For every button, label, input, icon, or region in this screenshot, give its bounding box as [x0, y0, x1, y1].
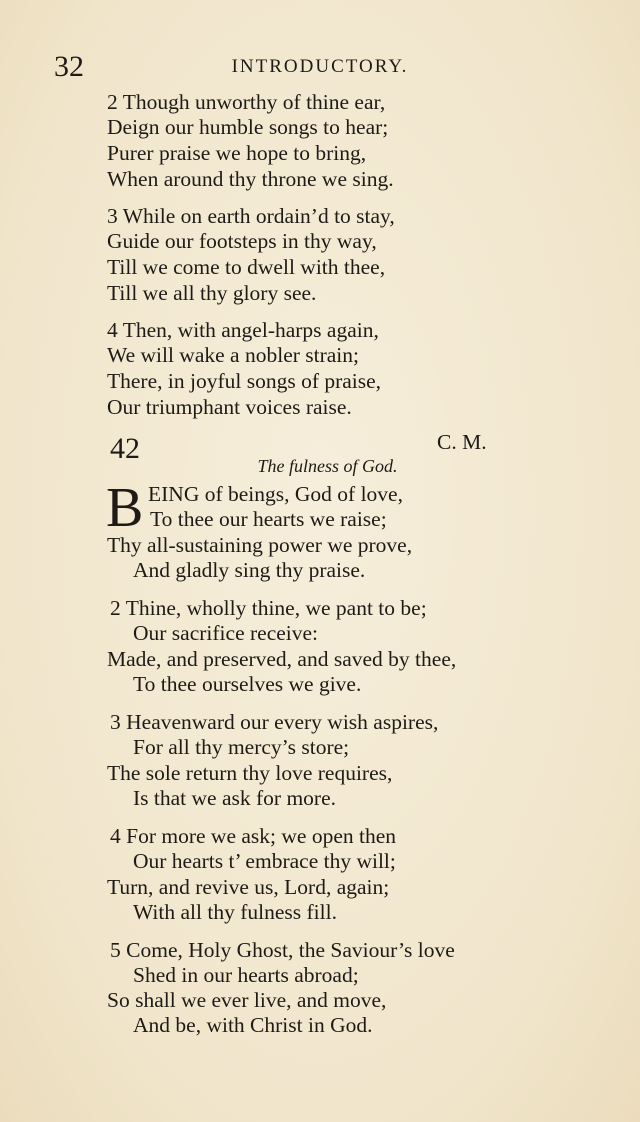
verse-line: 3 Heavenward our every wish aspires,	[110, 710, 439, 734]
verse-line: Shed in our hearts abroad;	[133, 963, 359, 987]
verse-line: With all thy fulness fill.	[133, 900, 337, 924]
verse-line: To thee our hearts we raise;	[150, 507, 387, 531]
verse-line: Is that we ask for more.	[133, 786, 336, 810]
verse-line: 2 Though unworthy of thine ear,	[107, 90, 386, 114]
verse-line: To thee ourselves we give.	[133, 672, 362, 696]
verse-line: EING of beings, God of love,	[148, 482, 403, 506]
verse-line: The sole return thy love requires,	[107, 761, 393, 785]
verse-line: So shall we ever live, and move,	[107, 988, 387, 1012]
verse-line: Guide our footsteps in thy way,	[107, 229, 377, 253]
verse-line: Turn, and revive us, Lord, again;	[107, 875, 390, 899]
hymn-meter: C. M.	[437, 430, 487, 454]
verse-line: And gladly sing thy praise.	[133, 558, 366, 582]
verse-line: Our hearts t’ embrace thy will;	[133, 849, 396, 873]
page-number: 32	[54, 50, 84, 83]
verse-line: And be, with Christ in God.	[133, 1013, 373, 1037]
verse-line: When around thy throne we sing.	[107, 167, 394, 191]
verse-line: 2 Thine, wholly thine, we pant to be;	[110, 596, 427, 620]
verse-line: 4 For more we ask; we open then	[110, 824, 396, 848]
hymn-number: 42	[110, 432, 140, 465]
verse-line: 5 Come, Holy Ghost, the Saviour’s love	[110, 938, 455, 962]
verse-line: Made, and preserved, and saved by thee,	[107, 647, 457, 671]
hymn-subtitle: The fulness of God.	[257, 456, 398, 476]
verse-line: Till we all thy glory see.	[107, 281, 317, 305]
verse-line: Deign our humble songs to hear;	[107, 115, 389, 139]
verse-line: Till we come to dwell with thee,	[107, 255, 386, 279]
verse-line: For all thy mercy’s store;	[133, 735, 350, 759]
verse-line: 3 While on earth ordain’d to stay,	[107, 204, 395, 228]
running-title: INTRODUCTORY.	[231, 56, 409, 77]
verse-line: Our sacrifice receive:	[133, 621, 319, 645]
verse-line: Our triumphant voices raise.	[107, 395, 352, 419]
verse-line: We will wake a nobler strain;	[107, 343, 360, 367]
verse-line: Thy all-sustaining power we prove,	[107, 533, 413, 557]
verse-line: Purer praise we hope to bring,	[107, 141, 367, 165]
page-header	[0, 50, 640, 84]
verse-line: There, in joyful songs of praise,	[107, 369, 382, 393]
drop-cap: B	[106, 477, 144, 539]
verse-line: 4 Then, with angel-harps again,	[107, 318, 379, 342]
